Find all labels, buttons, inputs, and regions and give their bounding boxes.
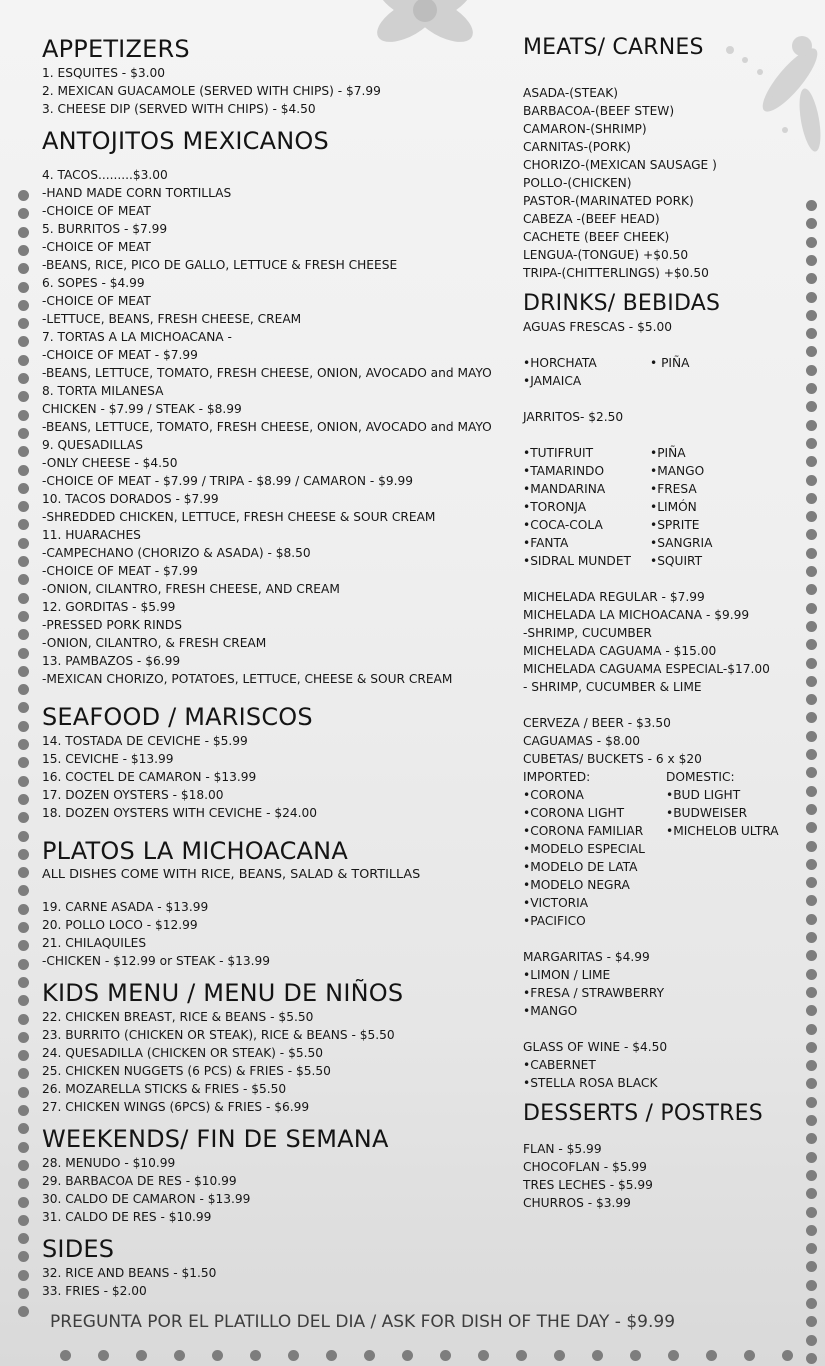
menu-line: 20. POLLO LOCO - $12.99 (42, 918, 198, 932)
meats-heading: MEATS/ CARNES (523, 35, 704, 60)
flavor-item: •MODELO DE LATA (523, 860, 638, 874)
decorative-dot (18, 1160, 29, 1171)
menu-line: -CHOICE OF MEAT (42, 294, 151, 308)
flavor-item: •CORONA (523, 788, 584, 802)
menu-line: •MANGO (523, 1004, 578, 1018)
flavor-row (523, 804, 808, 822)
menu-line: 10. TACOS DORADOS - $7.99 (42, 492, 219, 506)
menu-line: 22. CHICKEN BREAST, RICE & BEANS - $5.50 (42, 1010, 314, 1024)
decorative-dot (60, 1350, 71, 1361)
flavor-item: •JAMAICA (523, 374, 582, 388)
menu-line: LENGUA-(TONGUE) +$0.50 (523, 248, 689, 262)
menu-line: BARBACOA-(BEEF STEW) (523, 104, 675, 118)
menu-line: PASTOR-(MARINATED PORK) (523, 194, 694, 208)
flavor-row (523, 372, 808, 390)
menu-line: MICHELADA CAGUAMA ESPECIAL-$17.00 (523, 662, 770, 676)
decorative-dot (18, 190, 29, 201)
flavor-item (666, 912, 806, 930)
decorative-dot (18, 410, 29, 421)
drinks-section (523, 290, 808, 1092)
antojitos-heading: ANTOJITOS MEXICANOS (42, 127, 329, 155)
meats-list (523, 84, 808, 282)
flavor-item: •PIÑA (650, 446, 686, 460)
decorative-dot (18, 391, 29, 402)
decorative-dot (592, 1350, 603, 1361)
flavor-row (523, 822, 808, 840)
flavor-item (666, 858, 806, 876)
menu-line: 21. CHILAQUILES (42, 936, 147, 950)
flavor-row (523, 354, 808, 372)
flavor-item: •BUDWEISER (666, 806, 748, 820)
decorative-dot (18, 355, 29, 366)
flavor-item: • PIÑA (650, 356, 690, 370)
menu-line: CHICKEN - $7.99 / STEAK - $8.99 (42, 402, 242, 416)
decorative-dot (18, 263, 29, 274)
kids-heading: KIDS MENU / MENU DE NIÑOS (42, 979, 404, 1007)
decorative-dot (706, 1350, 717, 1361)
flavor-row (523, 462, 808, 480)
decorative-dot (18, 666, 29, 677)
decorative-dot (18, 1123, 29, 1134)
menu-line: -ONION, CILANTRO, & FRESH CREAM (42, 636, 267, 650)
appetizers-list (42, 64, 517, 118)
weekends-list (42, 1154, 517, 1226)
appetizers-section (42, 34, 517, 118)
decorative-dot (806, 1243, 817, 1254)
menu-line: -MEXICAN CHORIZO, POTATOES, LETTUCE, CHEESE & SOUR CREAM (42, 672, 453, 686)
menu-line: 15. CEVICHE - $13.99 (42, 752, 174, 766)
flavor-row (523, 858, 808, 876)
right-column (523, 34, 808, 1212)
beer-columns (523, 768, 808, 930)
flavor-row (523, 498, 808, 516)
flavor-item: •MICHELOB ULTRA (666, 824, 779, 838)
decorative-dot (18, 593, 29, 604)
menu-line: -CHOICE OF MEAT - $7.99 (42, 348, 198, 362)
decorative-dot (806, 1261, 817, 1272)
menu-line: 33. FRIES - $2.00 (42, 1284, 147, 1298)
decorative-dot (18, 702, 29, 713)
menu-line: CERVEZA / BEER - $3.50 (523, 716, 671, 730)
flavor-row (523, 516, 808, 534)
decorative-dot (18, 629, 29, 640)
decorative-dot (18, 1270, 29, 1281)
menu-line: •CABERNET (523, 1058, 596, 1072)
decorative-dot (18, 1306, 29, 1317)
flavor-row (523, 912, 808, 930)
decorative-dot (18, 318, 29, 329)
decorative-dot (18, 1288, 29, 1299)
weekends-heading: WEEKENDS/ FIN DE SEMANA (42, 1125, 389, 1153)
decorative-dot (806, 1225, 817, 1236)
desserts-list (523, 1140, 808, 1212)
kids-list (42, 1008, 517, 1116)
flavor-row (523, 876, 808, 894)
decorative-dot (18, 1105, 29, 1116)
menu-line: 25. CHICKEN NUGGETS (6 PCS) & FRIES - $5.50 (42, 1064, 331, 1078)
menu-line: -ONLY CHEESE - $4.50 (42, 456, 178, 470)
platos-section (42, 836, 517, 970)
decorative-dot (18, 556, 29, 567)
menu-line: 32. RICE AND BEANS - $1.50 (42, 1266, 217, 1280)
kids-section (42, 978, 517, 1116)
michelada-list (523, 588, 808, 696)
decorative-dot (554, 1350, 565, 1361)
menu-line: -CHICKEN - $12.99 or STEAK - $13.99 (42, 954, 270, 968)
decorative-dot (18, 446, 29, 457)
flavor-row (523, 840, 808, 858)
menu-line: •LIMON / LIME (523, 968, 611, 982)
decorative-dot (18, 428, 29, 439)
menu-line: 5. BURRITOS - $7.99 (42, 222, 168, 236)
menu-line: 29. BARBACOA DE RES - $10.99 (42, 1174, 237, 1188)
decorative-dot (806, 1280, 817, 1291)
decorative-dot (18, 1050, 29, 1061)
flavor-item: DOMESTIC: (666, 770, 735, 784)
decorative-dot (18, 1032, 29, 1043)
menu-line: POLLO-(CHICKEN) (523, 176, 632, 190)
decorative-dot (18, 300, 29, 311)
menu-line: 6. SOPES - $4.99 (42, 276, 145, 290)
decorative-dot (18, 922, 29, 933)
menu-line: CARNITAS-(PORK) (523, 140, 631, 154)
decorative-dot (18, 336, 29, 347)
decorative-dot (136, 1350, 147, 1361)
decorative-dot (18, 776, 29, 787)
menu-line: -SHREDDED CHICKEN, LETTUCE, FRESH CHEESE & SOUR CREAM (42, 510, 436, 524)
decorative-dot (782, 1350, 793, 1361)
menu-line: 28. MENUDO - $10.99 (42, 1156, 176, 1170)
decorative-dot (364, 1350, 375, 1361)
decorative-dot (18, 501, 29, 512)
flavor-row (523, 534, 808, 552)
decorative-dot (806, 1335, 817, 1346)
left-dot-border (18, 190, 32, 1320)
decorative-dot (440, 1350, 451, 1361)
weekends-section (42, 1124, 517, 1226)
decorative-dot (212, 1350, 223, 1361)
flavor-item: •SANGRIA (650, 536, 713, 550)
decorative-dot (630, 1350, 641, 1361)
decorative-dot (18, 483, 29, 494)
antojitos-section (42, 126, 517, 688)
margaritas-list (523, 948, 808, 1020)
flavor-item: •MODELO ESPECIAL (523, 842, 645, 856)
menu-line: •STELLA ROSA BLACK (523, 1076, 658, 1090)
decorative-dot (18, 538, 29, 549)
decorative-dot (744, 1350, 755, 1361)
decorative-dot (18, 373, 29, 384)
flavor-item: •PACIFICO (523, 914, 586, 928)
menu-line: 4. TACOS.........$3.00 (42, 168, 168, 182)
decorative-dot (18, 831, 29, 842)
decorative-dot (18, 245, 29, 256)
flavor-item: IMPORTED: (523, 770, 591, 784)
platos-subtitle: ALL DISHES COME WITH RICE, BEANS, SALAD & TORTILLAS (42, 867, 421, 882)
flavor-row (523, 444, 808, 462)
menu-line: MICHELADA CAGUAMA - $15.00 (523, 644, 717, 658)
flavor-item: •SQUIRT (650, 554, 703, 568)
menu-line: MARGARITAS - $4.99 (523, 950, 650, 964)
menu-line: -CHOICE OF MEAT (42, 204, 151, 218)
menu-line: -HAND MADE CORN TORTILLAS (42, 186, 232, 200)
decorative-dot (668, 1350, 679, 1361)
flavor-item: •TUTIFRUIT (523, 446, 594, 460)
decorative-dot (806, 1353, 817, 1364)
menu-line: MICHELADA LA MICHOACANA - $9.99 (523, 608, 750, 622)
menu-line: •FRESA / STRAWBERRY (523, 986, 665, 1000)
decorative-dot (18, 1197, 29, 1208)
decorative-dot (18, 739, 29, 750)
menu-line: GLASS OF WINE - $4.50 (523, 1040, 668, 1054)
menu-line: 18. DOZEN OYSTERS WITH CEVICHE - $24.00 (42, 806, 318, 820)
menu-line: -CHOICE OF MEAT (42, 240, 151, 254)
decorative-dot (18, 794, 29, 805)
left-column (42, 34, 517, 1300)
flavor-row (523, 768, 808, 786)
meats-section (523, 34, 808, 282)
menu-line: 12. GORDITAS - $5.99 (42, 600, 176, 614)
flavor-row (523, 786, 808, 804)
decorative-dot (18, 849, 29, 860)
decorative-dot (18, 757, 29, 768)
jarritos-flavors (523, 444, 808, 570)
menu-line: TRES LECHES - $5.99 (523, 1178, 653, 1192)
seafood-heading: SEAFOOD / MARISCOS (42, 703, 313, 731)
decorative-dot (806, 1316, 817, 1327)
flavor-item: •SIDRAL MUNDET (523, 554, 631, 568)
aguas-flavors (523, 354, 808, 390)
decorative-dot (806, 1298, 817, 1309)
flavor-item (666, 894, 806, 912)
flavor-item: •LIMÓN (650, 500, 697, 514)
decorative-dot (18, 885, 29, 896)
menu-line: CAGUAMAS - $8.00 (523, 734, 640, 748)
menu-line: 8. TORTA MILANESA (42, 384, 164, 398)
menu-line: CAMARON-(SHRIMP) (523, 122, 647, 136)
decorative-dot (18, 959, 29, 970)
menu-line: 3. CHEESE DIP (SERVED WITH CHIPS) - $4.50 (42, 102, 316, 116)
flavor-item (666, 876, 806, 894)
menu-line: 11. HUARACHES (42, 528, 141, 542)
flavor-item: •FANTA (523, 536, 569, 550)
menu-line: 1. ESQUITES - $3.00 (42, 66, 165, 80)
menu-line: -CAMPECHANO (CHORIZO & ASADA) - $8.50 (42, 546, 311, 560)
beer-list (523, 714, 808, 768)
menu-line: -PRESSED PORK RINDS (42, 618, 182, 632)
flavor-item: •MANDARINA (523, 482, 606, 496)
menu-line: - SHRIMP, CUCUMBER & LIME (523, 680, 702, 694)
flavor-item: •SPRITE (650, 518, 700, 532)
menu-line: -BEANS, LETTUCE, TOMATO, FRESH CHEESE, ONION, AVOCADO and MAYO (42, 366, 492, 380)
appetizers-heading: APPETIZERS (42, 35, 190, 63)
menu-line: 31. CALDO DE RES - $10.99 (42, 1210, 212, 1224)
flavor-row (523, 552, 808, 570)
menu-line: 26. MOZARELLA STICKS & FRIES - $5.50 (42, 1082, 287, 1096)
menu-line: 13. PAMBAZOS - $6.99 (42, 654, 181, 668)
flavor-item: •BUD LIGHT (666, 788, 741, 802)
menu-line: TRIPA-(CHITTERLINGS) +$0.50 (523, 266, 709, 280)
flavor-row (523, 894, 808, 912)
right-dot-border (806, 200, 820, 1360)
flavor-item: •TORONJA (523, 500, 587, 514)
jarritos-price: JARRITOS- $2.50 (523, 410, 624, 424)
decorative-dot (18, 812, 29, 823)
decorative-dot (18, 995, 29, 1006)
decorative-dot (18, 282, 29, 293)
decorative-dot (18, 227, 29, 238)
flavor-item: •CORONA FAMILIAR (523, 824, 644, 838)
flavor-item: •CORONA LIGHT (523, 806, 625, 820)
decorative-dot (18, 465, 29, 476)
antojitos-list (42, 166, 517, 688)
decorative-dot (18, 904, 29, 915)
flavor-item: •COCA-COLA (523, 518, 603, 532)
menu-line: -BEANS, RICE, PICO DE GALLO, LETTUCE & FRESH CHEESE (42, 258, 398, 272)
menu-line: 23. BURRITO (CHICKEN OR STEAK), RICE & BEANS - $5.50 (42, 1028, 395, 1042)
decorative-dot (18, 1178, 29, 1189)
decorative-dot (402, 1350, 413, 1361)
menu-line: 14. TOSTADA DE CEVICHE - $5.99 (42, 734, 248, 748)
decorative-dot (18, 519, 29, 530)
menu-line: ASADA-(STEAK) (523, 86, 618, 100)
menu-line: 24. QUESADILLA (CHICKEN OR STEAK) - $5.50 (42, 1046, 323, 1060)
flavor-item: •VICTORIA (523, 896, 589, 910)
desserts-heading: DESSERTS / POSTRES (523, 1101, 763, 1126)
decorative-dot (250, 1350, 261, 1361)
menu-line: 27. CHICKEN WINGS (6PCS) & FRIES - $6.99 (42, 1100, 310, 1114)
bottom-dot-border (60, 1350, 800, 1364)
flavor-item: •TAMARINDO (523, 464, 605, 478)
desserts-section (523, 1100, 808, 1212)
decorative-dot (174, 1350, 185, 1361)
decorative-dot (18, 1215, 29, 1226)
decorative-dot (18, 1087, 29, 1098)
platos-heading: PLATOS LA MICHOACANA (42, 837, 348, 865)
decorative-dot (288, 1350, 299, 1361)
flavor-item: •MODELO NEGRA (523, 878, 630, 892)
decorative-dot (18, 1068, 29, 1079)
flavor-item (650, 372, 790, 390)
menu-line: -SHRIMP, CUCUMBER (523, 626, 652, 640)
menu-line: CABEZA -(BEEF HEAD) (523, 212, 660, 226)
flavor-item: •HORCHATA (523, 356, 597, 370)
decorative-dot (18, 1142, 29, 1153)
aguas-frescas-price: AGUAS FRESCAS - $5.00 (523, 320, 672, 334)
menu-line: CHOCOFLAN - $5.99 (523, 1160, 647, 1174)
menu-line: CACHETE (BEEF CHEEK) (523, 230, 670, 244)
menu-line: -ONION, CILANTRO, FRESH CHEESE, AND CREAM (42, 582, 340, 596)
sides-section (42, 1234, 517, 1300)
menu-line: -CHOICE OF MEAT - $7.99 / TRIPA - $8.99 / CAMARON - $9.99 (42, 474, 413, 488)
decorative-dot (18, 208, 29, 219)
menu-line: FLAN - $5.99 (523, 1142, 602, 1156)
menu-line: -LETTUCE, BEANS, FRESH CHEESE, CREAM (42, 312, 302, 326)
menu-line: 17. DOZEN OYSTERS - $18.00 (42, 788, 224, 802)
menu-line: -BEANS, LETTUCE, TOMATO, FRESH CHEESE, ONION, AVOCADO and MAYO (42, 420, 492, 434)
menu-line: MICHELADA REGULAR - $7.99 (523, 590, 705, 604)
wine-list (523, 1038, 808, 1092)
decorative-dot (18, 611, 29, 622)
decorative-dot (18, 940, 29, 951)
menu-line: 19. CARNE ASADA - $13.99 (42, 900, 209, 914)
drinks-heading: DRINKS/ BEBIDAS (523, 291, 721, 316)
menu-line: CHORIZO-(MEXICAN SAUSAGE ) (523, 158, 717, 172)
decorative-dot (98, 1350, 109, 1361)
flavor-item: •MANGO (650, 464, 705, 478)
menu-line: 2. MEXICAN GUACAMOLE (SERVED WITH CHIPS) - $7.99 (42, 84, 381, 98)
menu-line: 16. COCTEL DE CAMARON - $13.99 (42, 770, 257, 784)
menu-line: 7. TORTAS A LA MICHOACANA - (42, 330, 232, 344)
decorative-dot (516, 1350, 527, 1361)
menu-line: 30. CALDO DE CAMARON - $13.99 (42, 1192, 251, 1206)
decorative-dot (18, 574, 29, 585)
seafood-list (42, 732, 517, 822)
decorative-dot (18, 977, 29, 988)
menu-line: -CHOICE OF MEAT - $7.99 (42, 564, 198, 578)
decorative-dot (18, 867, 29, 878)
decorative-dot (478, 1350, 489, 1361)
decorative-dot (18, 721, 29, 732)
sides-heading: SIDES (42, 1235, 115, 1263)
platos-list (42, 898, 517, 970)
flavor-item (666, 840, 806, 858)
decorative-dot (18, 1251, 29, 1262)
decorative-dot (18, 684, 29, 695)
dish-of-the-day-banner: PREGUNTA POR EL PLATILLO DEL DIA / ASK FOR DISH OF THE DAY - $9.99 (50, 1312, 676, 1332)
flavor-item: •FRESA (650, 482, 697, 496)
seafood-section (42, 702, 517, 822)
menu-line: CHURROS - $3.99 (523, 1196, 631, 1210)
decorative-dot (18, 648, 29, 659)
flavor-row (523, 480, 808, 498)
sides-list (42, 1264, 517, 1300)
menu-line: 9. QUESADILLAS (42, 438, 143, 452)
decorative-dot (326, 1350, 337, 1361)
decorative-dot (18, 1233, 29, 1244)
menu-line: CUBETAS/ BUCKETS - 6 x $20 (523, 752, 702, 766)
decorative-dot (18, 1014, 29, 1025)
